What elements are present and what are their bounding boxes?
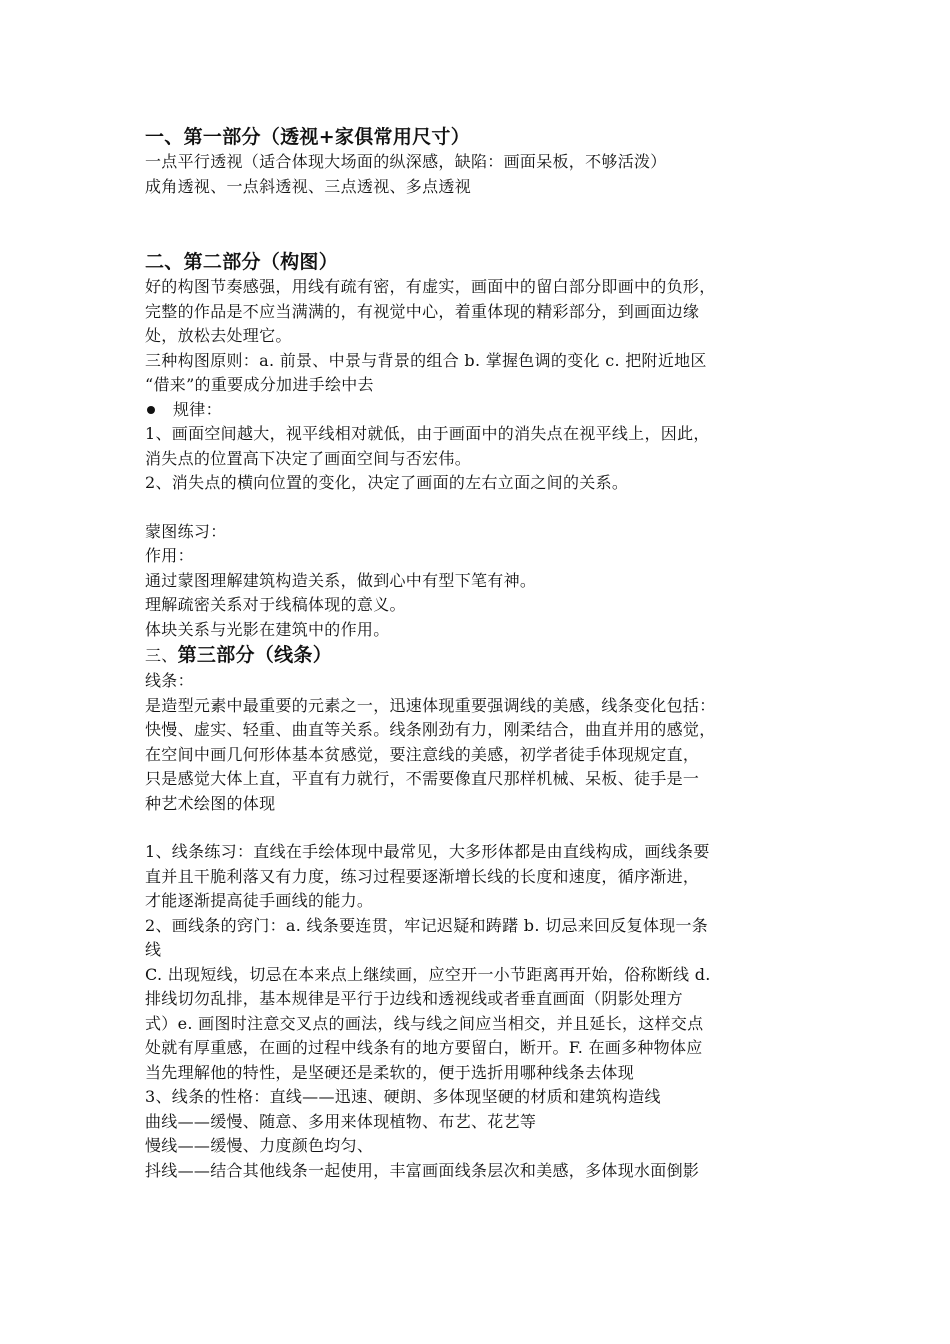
paragraph-line: C. 出现短线，切忌在本来点上继续画，应空开一小节距离再开始，俗称断线 d. (145, 964, 711, 984)
section-2-heading: 二、第二部分（构图） (145, 251, 339, 273)
paragraph-line: 处，放松去处理它。 (145, 326, 292, 345)
paragraph-line: 抖线——结合其他线条一起使用，丰富画面线条层次和美感，多体现水面倒影 (145, 1160, 700, 1180)
paragraph-line: 2、消失点的横向位置的变化，决定了画面的左右立面之间的关系。 (145, 473, 629, 492)
paragraph-line: 作用： (145, 546, 194, 565)
section-3-heading (145, 642, 825, 669)
paragraph-line: 三种构图原则：a. 前景、中景与背景的组合 b. 掌握色调的变化 c. 把附近地区 (145, 350, 707, 370)
paragraph-line: 当先理解他的特性，是坚硬还是柔软的，便于选折用哪种线条去体现 (145, 1062, 635, 1082)
blank-space (145, 816, 825, 840)
paragraph-line: 才能逐渐提高徒手画线的能力。 (145, 891, 374, 910)
section-3-title: 第三部分（线条） (177, 644, 333, 666)
paragraph-line: 线条： (145, 671, 194, 690)
blank-space (145, 496, 825, 520)
paragraph-line: 成角透视、一点斜透视、三点透视、多点透视 (145, 176, 472, 196)
paragraph-line: 曲线——缓慢、随意、多用来体现植物、布艺、花艺等 (145, 1111, 537, 1131)
paragraph-line: 理解疏密关系对于线稿体现的意义。 (145, 595, 406, 614)
paragraph-line: 线 (145, 940, 162, 959)
bullet-icon (147, 406, 155, 414)
paragraph-line: 慢线——缓慢、力度颜色均匀、 (145, 1136, 374, 1155)
paragraph-line: 完整的作品是不应当满满的，有视觉中心，着重体现的精彩部分，到画面边缘 (145, 301, 700, 321)
paragraph-line: 通过蒙图理解建筑构造关系，做到心中有型下笔有神。 (145, 570, 537, 590)
paragraph-line: 好的构图节奏感强，用线有疏有密，有虚实，画面中的留白部分即画中的负形， (145, 277, 716, 296)
paragraph-line: 直并且干脆利落又有力度，练习过程要逐渐增长线的长度和速度，循序渐进， (145, 866, 700, 886)
paragraph-line: 1、画面空间越大，视平线相对就低，由于画面中的消失点在视平线上，因此， (145, 424, 710, 443)
paragraph-line: 一点平行透视（适合体现大场面的纵深感，缺陷：画面呆板，不够活泼） (145, 152, 667, 171)
document-body (145, 124, 825, 1183)
paragraph-line: 1、线条练习：直线在手绘体现中最常见，大多形体都是由直线构成，画线条要 (145, 842, 710, 861)
paragraph-line: 在空间中画几何形体基本贫感觉，要注意线的美感，初学者徒手体现规定直， (145, 744, 700, 764)
paragraph-line: 排线切勿乱排，基本规律是平行于边线和透视线或者垂直画面（阴影处理方 (145, 989, 683, 1008)
paragraph-line: 体块关系与光影在建筑中的作用。 (145, 619, 390, 639)
paragraph-line: 是造型元素中最重要的元素之一，迅速体现重要强调线的美感，线条变化包括： (145, 695, 716, 715)
section-3-number: 三、 (145, 646, 178, 665)
paragraph-line: 蒙图练习： (145, 521, 227, 541)
paragraph-line: 消失点的位置高下决定了画面空间与否宏伟。 (145, 448, 472, 468)
paragraph-line: 2、画线条的窍门：a. 线条要连贯，牢记迟疑和踌躇 b. 切忌来回反复体现一条 (145, 915, 709, 935)
paragraph-line: 快慢、虚实、轻重、曲直等关系。线条刚劲有力，刚柔结合，曲直并用的感觉， (145, 720, 716, 739)
blank-space (145, 199, 825, 249)
paragraph-line: 只是感觉大体上直，平直有力就行，不需要像直尺那样机械、呆板、徒手是一 (145, 769, 700, 788)
paragraph-line: 式）e. 画图时注意交叉点的画法，线与线之间应当相交，并且延长，这样交点 (145, 1013, 704, 1033)
bullet-item (145, 398, 825, 423)
paragraph-line: 种艺术绘图的体现 (145, 793, 276, 813)
section-1-heading: 一、第一部分（透视+家俱常用尺寸） (145, 126, 471, 148)
bullet-label: 规律： (173, 399, 222, 419)
paragraph-line: “借来”的重要成分加进手绘中去 (145, 375, 374, 394)
paragraph-line: 处就有厚重感，在画的过程中线条有的地方要留白，断开。F. 在画多种物体应 (145, 1038, 703, 1057)
paragraph-line: 3、线条的性格：直线——迅速、硬朗、多体现坚硬的材质和建筑构造线 (145, 1087, 661, 1106)
